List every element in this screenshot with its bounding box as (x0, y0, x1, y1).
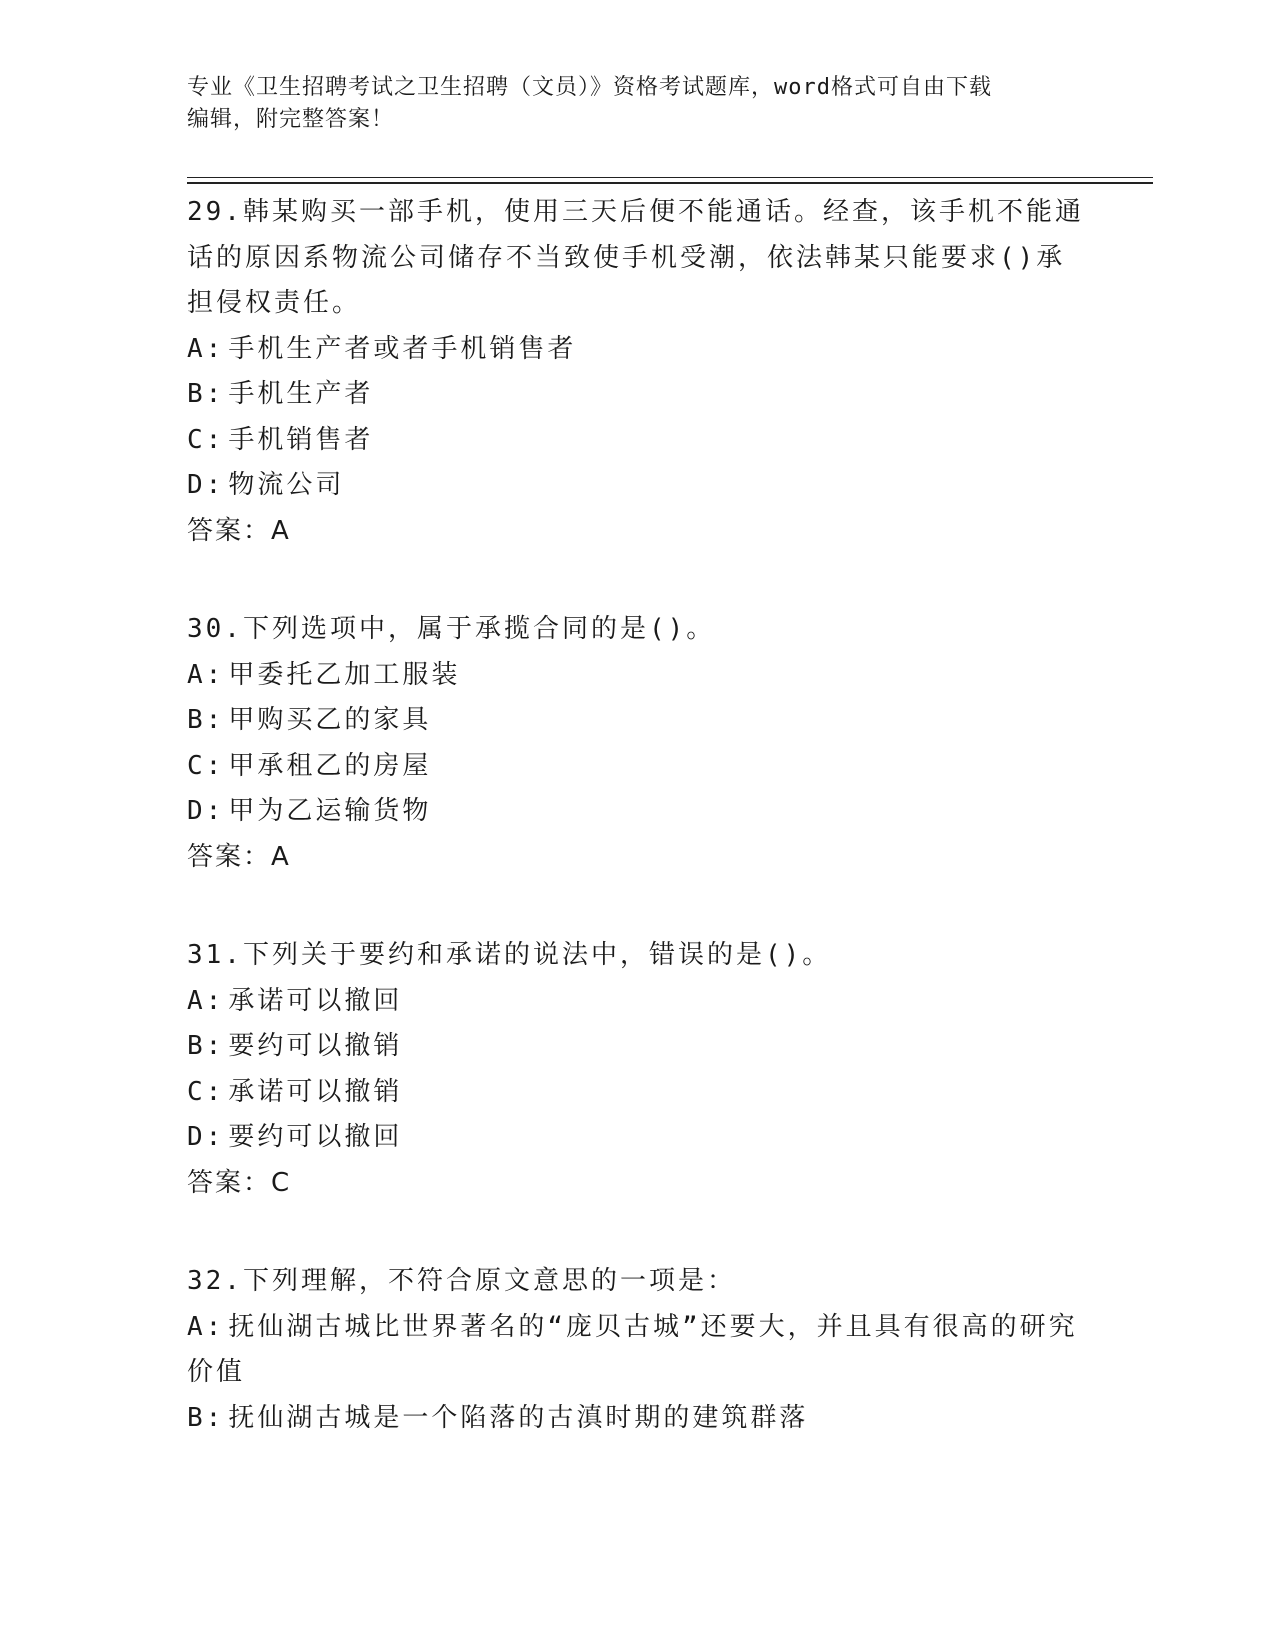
option-a (187, 653, 1087, 699)
option-letter: C: (187, 750, 225, 781)
header-divider-thick (187, 182, 1153, 184)
answer-line: 答案：A (187, 841, 291, 872)
option-b (187, 698, 1087, 744)
option-a (187, 327, 1087, 373)
option-a (187, 1305, 1087, 1396)
option-c (187, 744, 1087, 790)
question-stem: 30.下列选项中，属于承揽合同的是()。 (187, 614, 716, 644)
option-text: 甲为乙运输货物 (228, 796, 432, 826)
header-line-2: 编辑，附完整答案！ (187, 107, 395, 132)
option-text: 手机生产者 (228, 379, 374, 409)
option-text: 甲委托乙加工服装 (228, 659, 461, 690)
option-letter: B: (187, 1402, 225, 1433)
option-b (187, 1024, 1087, 1070)
option-text: 手机销售者 (228, 424, 374, 455)
option-d (187, 463, 1087, 509)
option-b (187, 372, 1087, 418)
option-letter: A: (187, 659, 225, 690)
option-text: 甲购买乙的家具 (228, 705, 432, 735)
option-text: 承诺可以撤回 (228, 985, 403, 1016)
option-text: 抚仙湖古城是一个陷落的古滇时期的建筑群落 (228, 1402, 809, 1433)
question-stem: 29.韩某购买一部手机，使用三天后便不能通话。经查，该手机不能通话的原因系物流公司储存不当致使手机受潮，依法韩某只能要求()承担侵权责任。 (187, 197, 1084, 318)
question-stem: 31.下列关于要约和承诺的说法中，错误的是()。 (187, 940, 832, 970)
header-divider-thin (187, 177, 1153, 178)
option-a (187, 979, 1087, 1025)
question-list (187, 190, 1087, 1494)
option-b (187, 1396, 1087, 1442)
option-letter: D: (187, 796, 225, 826)
option-letter: C: (187, 1076, 225, 1107)
document-header (187, 72, 1067, 136)
option-d (187, 789, 1087, 835)
option-letter: C: (187, 424, 225, 455)
option-letter: B: (187, 1031, 225, 1061)
option-d (187, 1115, 1087, 1161)
header-line-1: 专业《卫生招聘考试之卫生招聘（文员）》资格考试题库，word格式可自由下载 (187, 75, 992, 100)
option-letter: A: (187, 333, 225, 364)
option-text: 要约可以撤销 (228, 1031, 403, 1061)
option-letter: A: (187, 1311, 225, 1342)
question-stem: 32.下列理解，不符合原文意思的一项是： (187, 1266, 736, 1296)
question-30 (187, 607, 1087, 880)
option-letter: B: (187, 705, 225, 735)
answer-line: 答案：C (187, 1167, 292, 1198)
option-text: 抚仙湖古城比世界著名的“庞贝古城”还要大，并且具有很高的研究价值 (187, 1311, 1078, 1387)
option-text: 手机生产者或者手机销售者 (228, 333, 577, 364)
option-letter: A: (187, 985, 225, 1016)
option-text: 要约可以撤回 (228, 1122, 403, 1152)
question-29 (187, 190, 1087, 554)
option-text: 承诺可以撤销 (228, 1076, 403, 1107)
question-31 (187, 933, 1087, 1206)
question-32 (187, 1259, 1087, 1441)
option-letter: D: (187, 1122, 225, 1152)
option-letter: B: (187, 379, 225, 409)
option-letter: D: (187, 470, 225, 500)
answer-line: 答案：A (187, 515, 291, 546)
option-text: 甲承租乙的房屋 (228, 750, 432, 781)
option-c (187, 1070, 1087, 1116)
option-c (187, 418, 1087, 464)
option-text: 物流公司 (228, 470, 345, 500)
